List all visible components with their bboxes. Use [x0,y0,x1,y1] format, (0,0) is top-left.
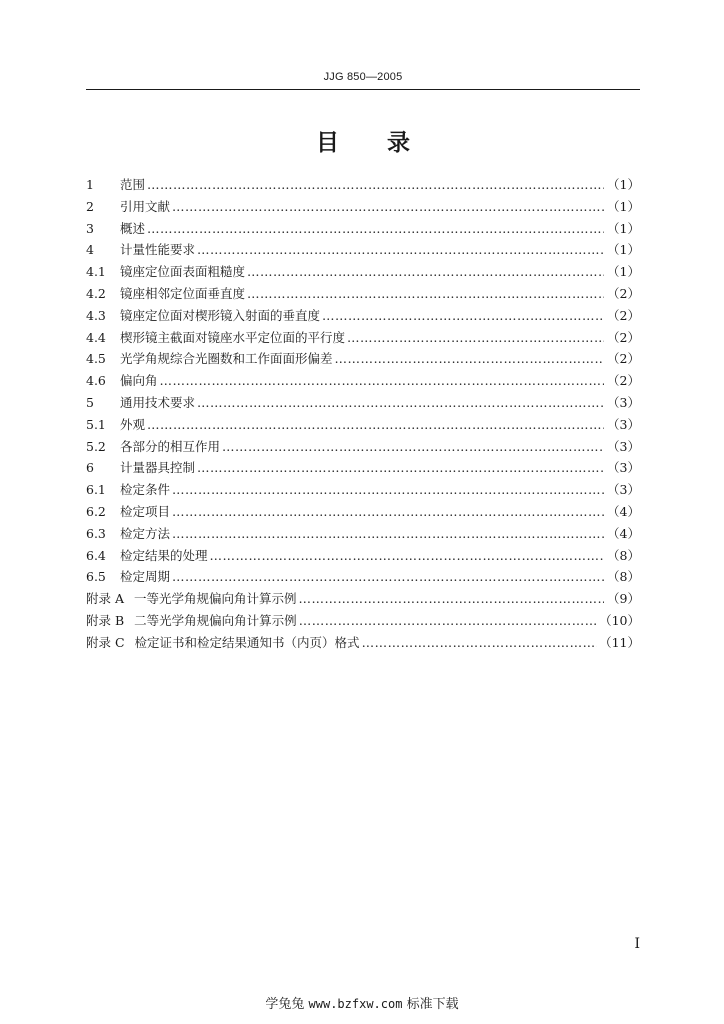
toc-entry[interactable] [86,546,640,568]
toc-entry-title: 镜座定位面表面粗糙度 [120,264,246,280]
toc-entry[interactable] [86,371,640,393]
toc-entry-page: （3） [607,438,640,454]
document-code-header: JJG 850—2005 [323,71,403,83]
toc-entry-page: （3） [607,416,640,432]
toc-entry[interactable] [86,502,640,524]
toc-entry-number: 5.2 [86,438,106,454]
toc-entry-number: 6 [86,460,94,476]
toc-entry-number: 6.5 [86,569,106,585]
toc-dot-leader [160,373,604,388]
header-rule [86,89,640,90]
title-char-right: 录 [387,130,410,156]
toc-dot-leader [362,635,598,650]
toc-dot-leader [172,199,604,214]
toc-entry-title: 镜座定位面对楔形镜入射面的垂直度 [120,307,321,323]
toc-entry-title: 检定结果的处理 [120,547,208,563]
toc-entry-title: 检定周期 [120,569,171,585]
toc-entry-page: （8） [607,547,640,563]
toc-dot-leader [210,548,604,563]
toc-entry[interactable] [86,633,640,655]
toc-entry[interactable] [86,284,640,306]
toc-dot-leader [335,351,604,366]
footer-site-name: 学兔兔 [265,997,305,1012]
toc-dot-leader [247,286,604,301]
toc-entry-title: 计量性能要求 [120,242,196,258]
toc-entry[interactable] [86,240,640,262]
toc-entry-number: 4.1 [86,264,106,280]
toc-entry-number: 4 [86,242,94,258]
toc-entry-page: （3） [607,460,640,476]
toc-entry[interactable] [86,349,640,371]
toc-entry-title: 检定证书和检定结果通知书（内页）格式 [134,634,360,650]
toc-entry-page: （2） [607,329,640,345]
footer-watermark [0,993,724,1012]
toc-entry-number: 3 [86,220,94,236]
toc-entry-number: 4.3 [86,307,106,323]
footer-url[interactable]: www.bzfxw.com [308,997,403,1011]
toc-dot-leader [347,330,604,345]
toc-dot-leader [147,221,604,236]
toc-entry-page: （11） [599,634,640,650]
toc-entry-title: 镜座相邻定位面垂直度 [120,285,246,301]
toc-entry-number: 附录 C [86,634,125,650]
toc-entry-title: 计量器具控制 [120,460,196,476]
title-char-left: 目 [316,130,339,156]
toc-entry[interactable] [86,262,640,284]
toc-dot-leader [172,526,604,541]
toc-entry-title: 外观 [120,416,146,432]
toc-entry-title: 二等光学角规偏向角计算示例 [134,612,297,628]
toc-entry-page: （2） [607,373,640,389]
toc-entry-page: （10） [599,612,640,628]
toc-entry[interactable] [86,393,640,415]
toc-entry-number: 4.5 [86,351,106,367]
toc-entry-page: （9） [607,591,640,607]
toc-entry-page: （1） [607,220,640,236]
toc-entry-number: 5.1 [86,416,106,432]
toc-dot-leader [322,308,604,323]
toc-entry-title: 引用文献 [120,198,171,214]
toc-entry-number: 5 [86,394,94,410]
toc-entry-title: 范围 [120,177,146,192]
toc-entry-title: 楔形镜主截面对镜座水平定位面的平行度 [120,329,346,345]
toc-dot-leader [247,264,604,279]
toc-entry-page: （1） [607,264,640,280]
toc-entry-page: （1） [607,242,640,258]
toc-entry-number: 附录 B [86,612,125,628]
toc-dot-leader [147,177,604,192]
toc-dot-leader [197,242,604,257]
toc-entry[interactable] [86,437,640,459]
toc-entry-page: （2） [607,307,640,323]
toc-entry-number: 6.1 [86,482,106,498]
toc-dot-leader [299,613,597,628]
toc-entry-number: 4.6 [86,373,106,389]
toc-entry[interactable] [86,480,640,502]
toc-entry-page: （8） [607,569,640,585]
toc-entry-page: （2） [607,351,640,367]
toc-entry-title: 各部分的相互作用 [120,438,221,454]
toc-entry-number: 2 [86,198,94,214]
toc-entry-title: 检定方法 [120,525,171,541]
toc-entry-number: 附录 A [86,591,125,607]
toc-entry-title: 检定条件 [120,482,171,498]
toc-entry-title: 一等光学角规偏向角计算示例 [134,591,297,607]
toc-dot-leader [197,395,604,410]
toc-entry[interactable] [86,175,640,197]
toc-entry[interactable] [86,415,640,437]
toc-entry-page: （3） [607,394,640,410]
toc-entry-number: 4.2 [86,285,106,301]
toc-entry-number: 4.4 [86,329,106,345]
toc-entry-title: 偏向角 [120,373,158,389]
footer-tagline: 标准下载 [406,997,459,1012]
toc-entry-number: 6.3 [86,525,106,541]
toc-entry[interactable] [86,567,640,589]
table-of-contents [86,175,640,655]
page-number: I [634,936,640,952]
toc-entry[interactable] [86,611,640,633]
toc-entry[interactable] [86,328,640,350]
toc-entry-title: 通用技术要求 [120,394,196,410]
toc-entry-title: 检定项目 [120,503,171,519]
toc-dot-leader [299,591,604,606]
toc-entry-page: （2） [607,285,640,301]
toc-entry[interactable] [86,306,640,328]
toc-entry-title: 概述 [120,220,146,236]
toc-dot-leader [197,460,604,475]
toc-dot-leader [172,504,604,519]
toc-entry-number: 6.2 [86,503,106,519]
toc-entry[interactable] [86,458,640,480]
toc-entry[interactable] [86,219,640,241]
toc-entry-number: 1 [86,177,94,192]
toc-entry-page: （1） [607,198,640,214]
page-title [86,124,640,157]
toc-entry-page: （1） [607,177,640,192]
toc-dot-leader [147,417,604,432]
toc-dot-leader [172,569,604,584]
toc-entry-page: （4） [607,525,640,541]
toc-entry[interactable] [86,197,640,219]
toc-entry[interactable] [86,524,640,546]
toc-entry-title: 光学角规综合光圈数和工作面面形偏差 [120,351,333,367]
toc-dot-leader [172,482,604,497]
toc-entry-page: （3） [607,482,640,498]
toc-entry-page: （4） [607,503,640,519]
toc-entry-number: 6.4 [86,547,106,563]
toc-entry[interactable] [86,589,640,611]
toc-dot-leader [222,439,604,454]
